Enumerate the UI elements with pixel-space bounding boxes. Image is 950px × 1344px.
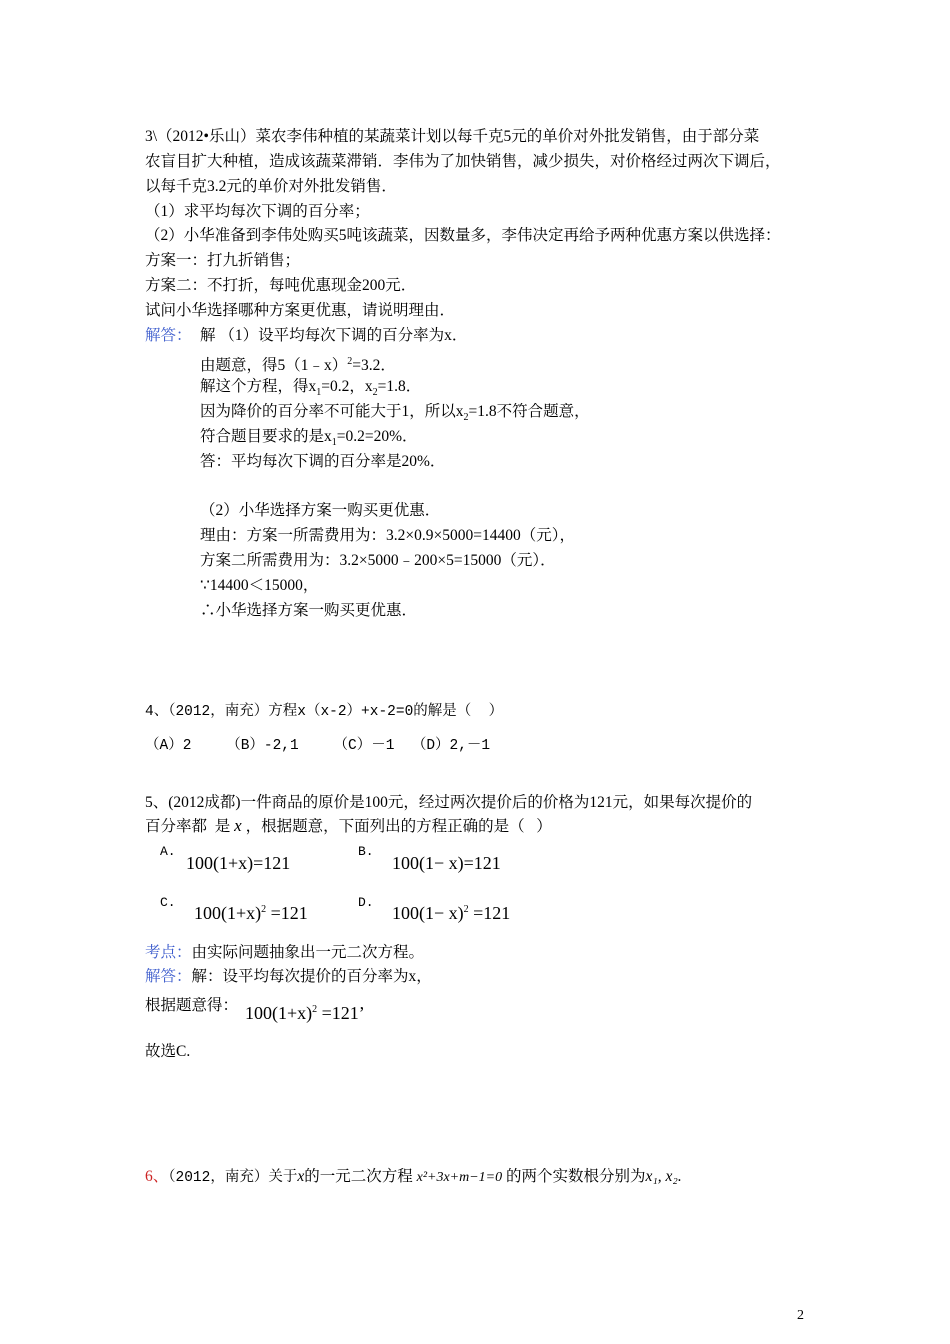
q5-answer: 解答：解：设平均每次提价的百分率为x， — [145, 968, 432, 985]
q5-conclusion: 故选C. — [145, 1043, 191, 1060]
q6-line: 6、（2012，南充）关于x的一元二次方程 x²+3x+m−1=0 的两个实数根分别为x₁, x₂. — [145, 1168, 682, 1186]
q3-part2-answer-5: ∴小华选择方案一购买更优惠． — [200, 602, 418, 619]
q5-option-d-label: D. — [358, 895, 374, 910]
q3-answer-4: 因为降价的百分率不可能大于1，所以$x_2=1.8$不符合题意， — [200, 403, 590, 424]
q3-part2-answer-1: （2）小华选择方案一购买更优惠． — [200, 502, 441, 519]
q3-part2-answer-4: ∵14400＜15000， — [200, 577, 319, 594]
q3-plan-2: 方案二：不打折，每吨优惠现金200元． — [145, 277, 417, 294]
q3-line-1: 3\（2012•乐山）菜农李伟种植的某蔬菜计划以每千克5元的单价对外批发销售，由于部分菜 — [145, 128, 760, 145]
q3-answer-6: 答：平均每次下调的百分率是20%． — [200, 453, 446, 470]
q5-kaodian: 考点：由实际问题抽象出一元二次方程。 — [145, 944, 425, 961]
q3-line-3: 以每千克3.2元的单价对外批发销售． — [145, 178, 397, 195]
q5-basis: 根据题意得： — [145, 997, 239, 1014]
q3-part-1: （1）求平均每次下调的百分率； — [145, 203, 370, 220]
q4-options: （A）2 （B）-2,1 （C）－1 （D）2,－1 — [145, 738, 491, 754]
q4-question: 4、（2012，南充）方程x（x-2）+x-2=0的解是（ ） — [145, 704, 504, 720]
q5-option-b-label: B. — [358, 844, 374, 859]
q5-equation: $100(1+x)^2 =121$’ — [245, 1003, 365, 1023]
q3-plan-1: 方案一：打九折销售； — [145, 252, 301, 269]
q5-option-d-formula: $100(1- x)^2 =121$ — [392, 903, 511, 923]
q3-part-2: （2）小华准备到李伟处购买5吨该蔬菜，因数量多，李伟决定再给予两种优惠方案以供选择： — [145, 227, 781, 244]
q3-answer-5: 符合题目要求的是$x_1=0.2=20\%$． — [200, 428, 418, 449]
q3-part2-answer-3: 方案二所需费用为：3.2×5000﹣200×5=15000（元）． — [200, 552, 556, 569]
answer-label: 解答： — [145, 327, 192, 344]
q3-answer-3: 解这个方程，得$x_1=0.2$，$x_2=1.8$． — [200, 378, 422, 399]
q5-option-c-label: C. — [160, 895, 176, 910]
q3-part2-answer-2: 理由：方案一所需费用为：3.2×0.9×5000=14400（元）， — [200, 527, 575, 544]
q5-option-c-formula: $100(1+x)^2 =121$ — [194, 903, 308, 923]
q3-line-2: 农盲目扩大种植，造成该蔬菜滞销．李伟为了加快销售，减少损失，对价格经过两次下调后， — [145, 153, 781, 170]
q5-option-a-label: A. — [160, 844, 176, 859]
q3-answer-1: 解 （1）设平均每次下调的百分率为x． — [200, 327, 468, 344]
q5-line-2: 百分率都 是 x ，根据题意，下面列出的方程正确的是（ ） — [145, 816, 552, 835]
q5-option-b-formula: 100(1− x)=121 — [392, 853, 501, 873]
q5-option-a-formula: 100(1+x)=121 — [186, 853, 291, 873]
q3-question: 试问小华选择哪种方案更优惠，请说明理由． — [145, 302, 456, 319]
page-number: 2 — [797, 1308, 804, 1323]
q5-line-1: 5、(2012成都)一件商品的原价是100元，经过两次提价后的价格为121元，如果每次提价的 — [145, 794, 753, 811]
q3-answer-2: 由题意，得5（1﹣x）$^2$=3.2． — [200, 356, 396, 375]
